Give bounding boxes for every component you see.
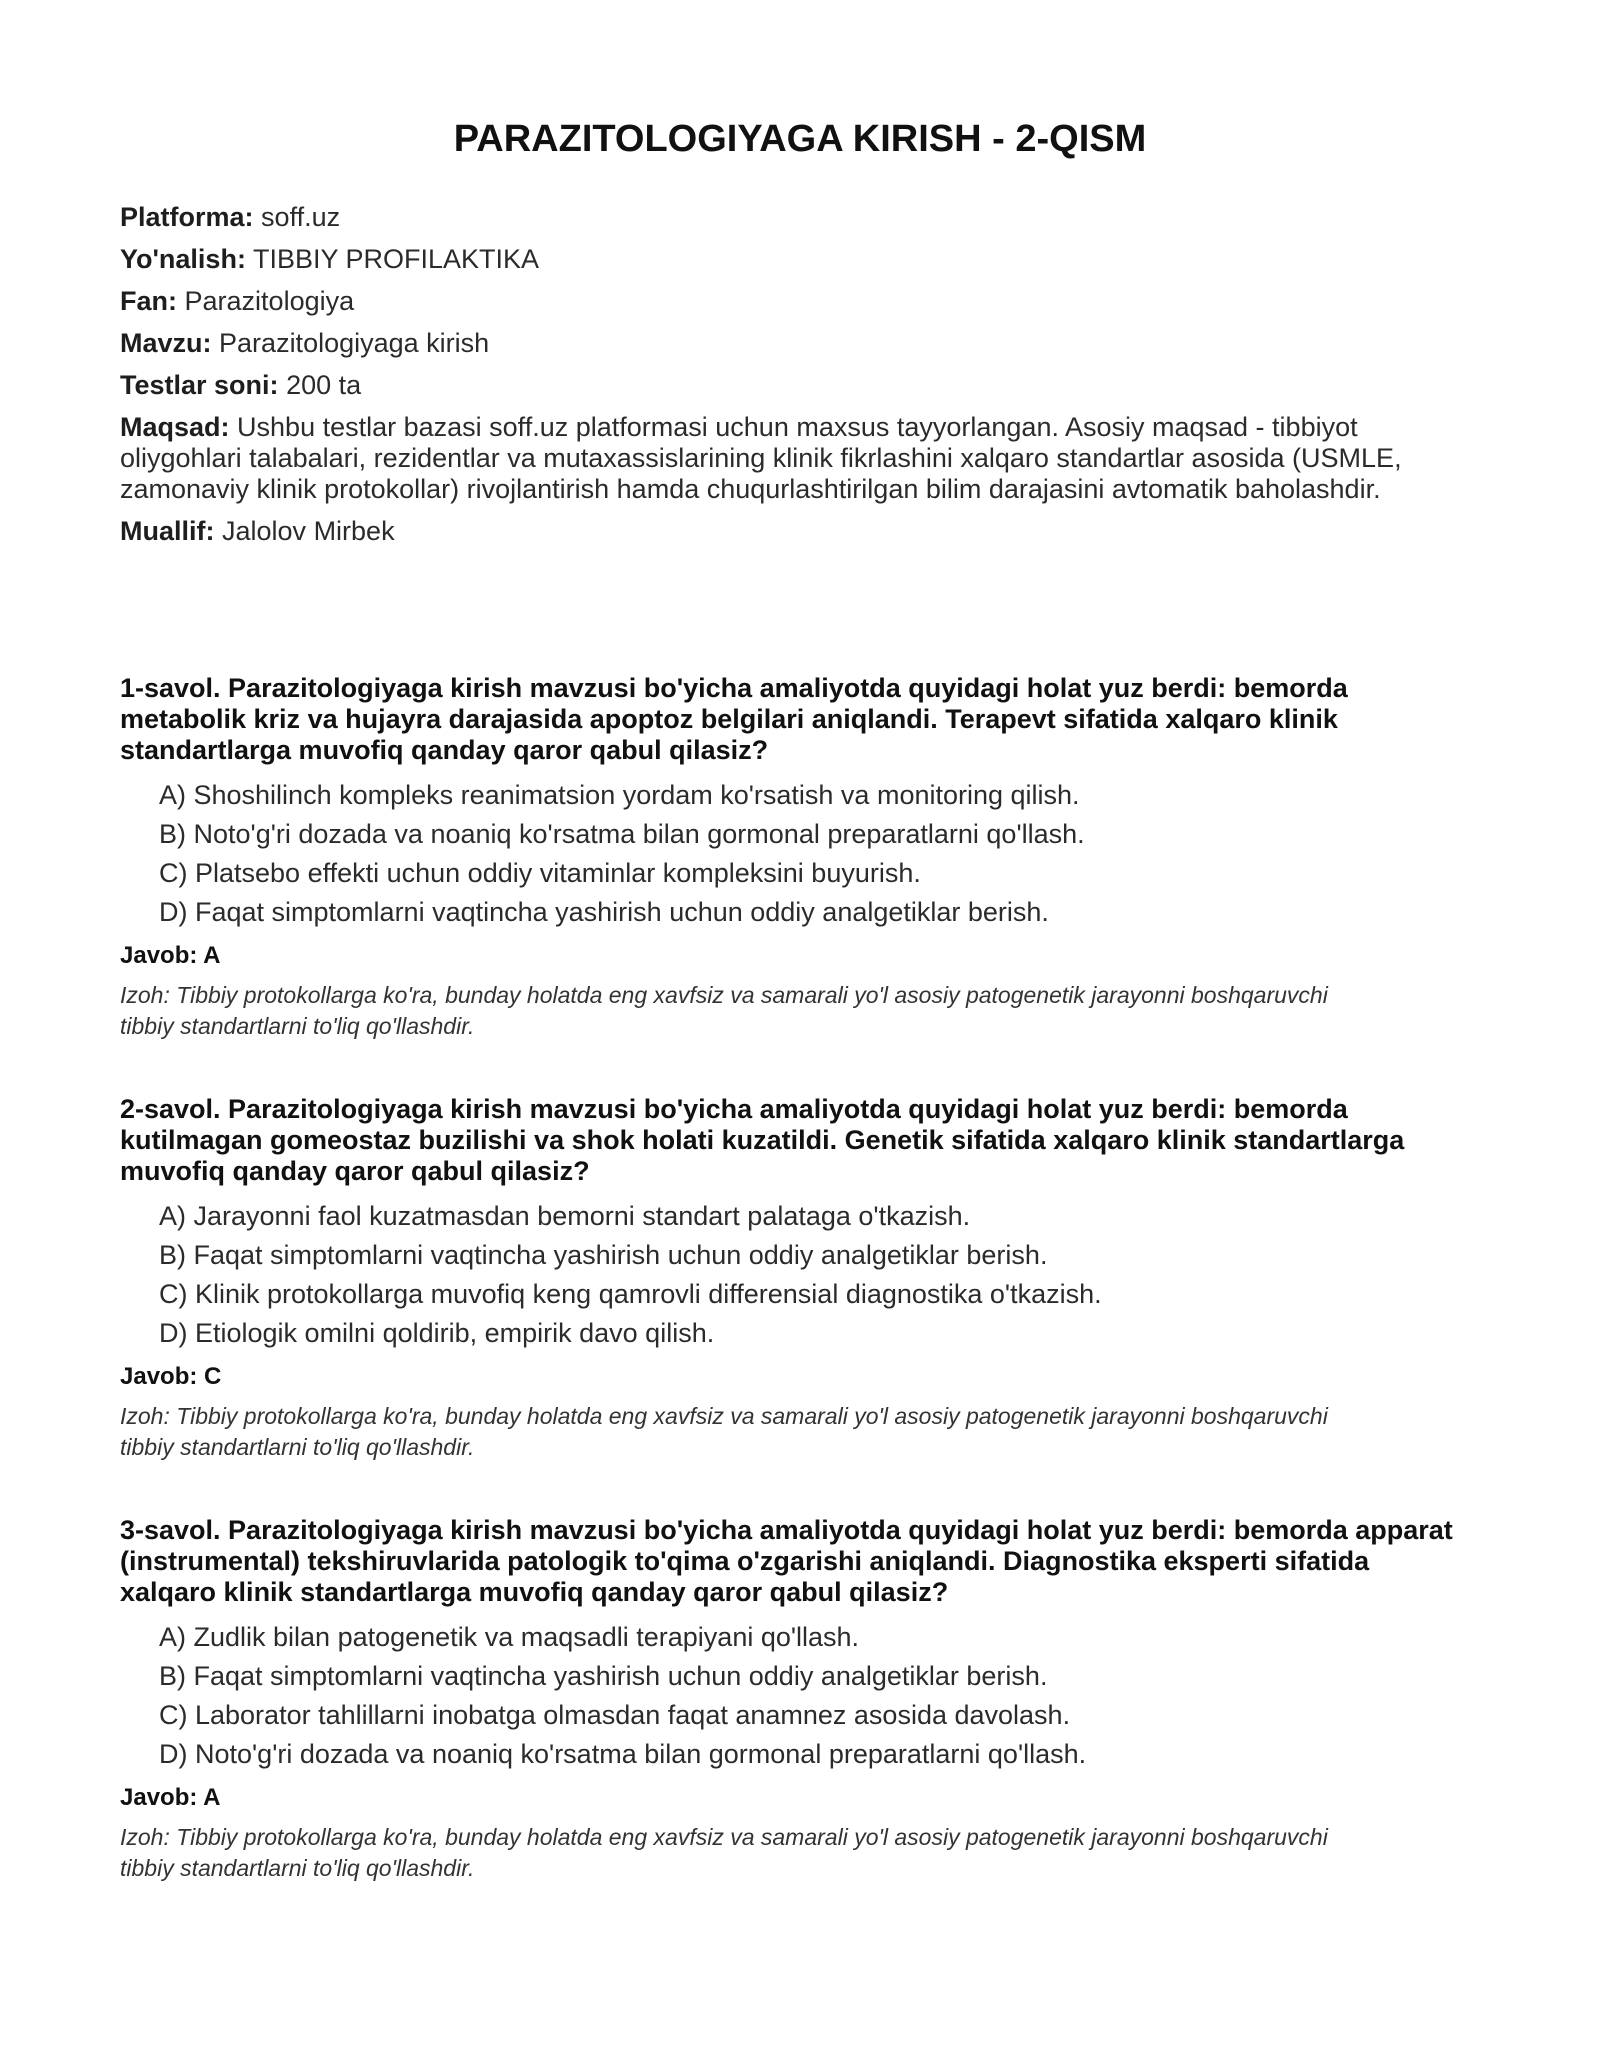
answer-option-a: A) Zudlik bilan patogenetik va maqsadli terapiyani qo'llash. [159, 1622, 860, 1652]
question-list [120, 673, 1460, 1936]
answer-explanation: Izoh: Tibbiy protokollarga ko'ra, bunday holatda eng xavfsiz va samarali yo'l asosiy patogenetik jarayonni boshqaruvchi tibbiy standartlarni to'liq qo'llashdir. [120, 1824, 1328, 1881]
answer-option-d: D) Noto'g'ri dozada va noaniq ko'rsatma bilan gormonal preparatlarni qo'llash. [159, 1739, 1087, 1769]
meta-direction [120, 244, 1460, 275]
answer-option-b: B) Faqat simptomlarni vaqtincha yashirish uchun oddiy analgetiklar berish. [159, 1240, 1048, 1270]
meta-topic [120, 328, 1460, 359]
answer-explanation: Izoh: Tibbiy protokollarga ko'ra, bunday holatda eng xavfsiz va samarali yo'l asosiy patogenetik jarayonni boshqaruvchi tibbiy standartlarni to'liq qo'llashdir. [120, 1403, 1328, 1460]
question-text: 2-savol. Parazitologiyaga kirish mavzusi bo'yicha amaliyotda quyidagi holat yuz berdi: bemorda kutilmagan gomeostaz buzilishi va shok holati kuzatildi. Genetik sifatida xalqaro klinik standartlarga muvofiq qanday qaror qabul qilasiz? [120, 1094, 1405, 1186]
answer-option-d: D) Etiologik omilni qoldirib, empirik davo qilish. [159, 1318, 715, 1348]
meta-value: Jalolov Mirbek [222, 516, 395, 546]
question-1 [120, 673, 1460, 1042]
question-2 [120, 1094, 1460, 1463]
meta-value: Ushbu testlar bazasi soff.uz platformasi uchun maxsus tayyorlangan. Asosiy maqsad - tibbiyot oliygohlari talabalari, rezidentlar va mutaxassislarining klinik fikrlashini xalqaro standartlar asosida (USMLE, zamonaviy klinik protokollar) rivojlantirish hamda chuqurlashtirilgan bilim darajasini avtomatik baholashdir. [120, 412, 1402, 504]
meta-test-count [120, 370, 1460, 401]
meta-value: 200 ta [286, 370, 362, 400]
question-3 [120, 1515, 1460, 1884]
meta-label: Yo'nalish: [120, 244, 246, 274]
question-text: 3-savol. Parazitologiyaga kirish mavzusi bo'yicha amaliyotda quyidagi holat yuz berdi: bemorda apparat (instrumental) tekshiruvlarida patologik to'qima o'zgarishi aniqlandi. Diagnostika eksperti sifatida xalqaro klinik standartlarga muvofiq qanday qaror qabul qilasiz? [120, 1515, 1453, 1607]
meta-author [120, 516, 1460, 547]
answer-option-c: C) Laborator tahlillarni inobatga olmasdan faqat anamnez asosida davolash. [159, 1700, 1071, 1730]
correct-answer: Javob: A [120, 1784, 221, 1811]
answer-option-b: B) Noto'g'ri dozada va noaniq ko'rsatma bilan gormonal preparatlarni qo'llash. [159, 819, 1085, 849]
answer-option-d: D) Faqat simptomlarni vaqtincha yashirish uchun oddiy analgetiklar berish. [159, 897, 1049, 927]
meta-label: Platforma: [120, 202, 254, 232]
meta-value: TIBBIY PROFILAKTIKA [252, 244, 540, 274]
meta-label: Mavzu: [120, 328, 212, 358]
meta-label: Maqsad: [120, 412, 230, 442]
meta-goal [120, 412, 1460, 505]
meta-label: Fan: [120, 286, 177, 316]
answer-option-a: A) Shoshilinch kompleks reanimatsion yordam ko'rsatish va monitoring qilish. [159, 780, 1080, 810]
correct-answer: Javob: C [120, 1363, 222, 1390]
answer-option-c: C) Platsebo effekti uchun oddiy vitaminlar kompleksini buyurish. [159, 858, 921, 888]
meta-label: Testlar soni: [120, 370, 279, 400]
answer-option-b: B) Faqat simptomlarni vaqtincha yashirish uchun oddiy analgetiklar berish. [159, 1661, 1048, 1691]
question-text: 1-savol. Parazitologiyaga kirish mavzusi bo'yicha amaliyotda quyidagi holat yuz berdi: bemorda metabolik kriz va hujayra darajasida apoptoz belgilari aniqlandi. Terapevt sifatida xalqaro klinik standartlarga muvofiq qanday qaror qabul qilasiz? [120, 673, 1348, 765]
meta-subject [120, 286, 1460, 317]
answer-option-c: C) Klinik protokollarga muvofiq keng qamrovli differensial diagnostika o'tkazish. [159, 1279, 1102, 1309]
meta-value: Parazitologiyaga kirish [219, 328, 490, 358]
meta-platform [120, 202, 1460, 233]
answer-explanation: Izoh: Tibbiy protokollarga ko'ra, bunday holatda eng xavfsiz va samarali yo'l asosiy patogenetik jarayonni boshqaruvchi tibbiy standartlarni to'liq qo'llashdir. [120, 982, 1328, 1039]
document-title: PARAZITOLOGIYAGA KIRISH - 2-QISM [453, 118, 1147, 160]
meta-label: Muallif: [120, 516, 215, 546]
meta-value: Parazitologiya [184, 286, 355, 316]
meta-value: soff.uz [261, 202, 341, 232]
correct-answer: Javob: A [120, 942, 221, 969]
answer-option-a: A) Jarayonni faol kuzatmasdan bemorni standart palataga o'tkazish. [159, 1201, 971, 1231]
document-meta [120, 202, 1460, 558]
